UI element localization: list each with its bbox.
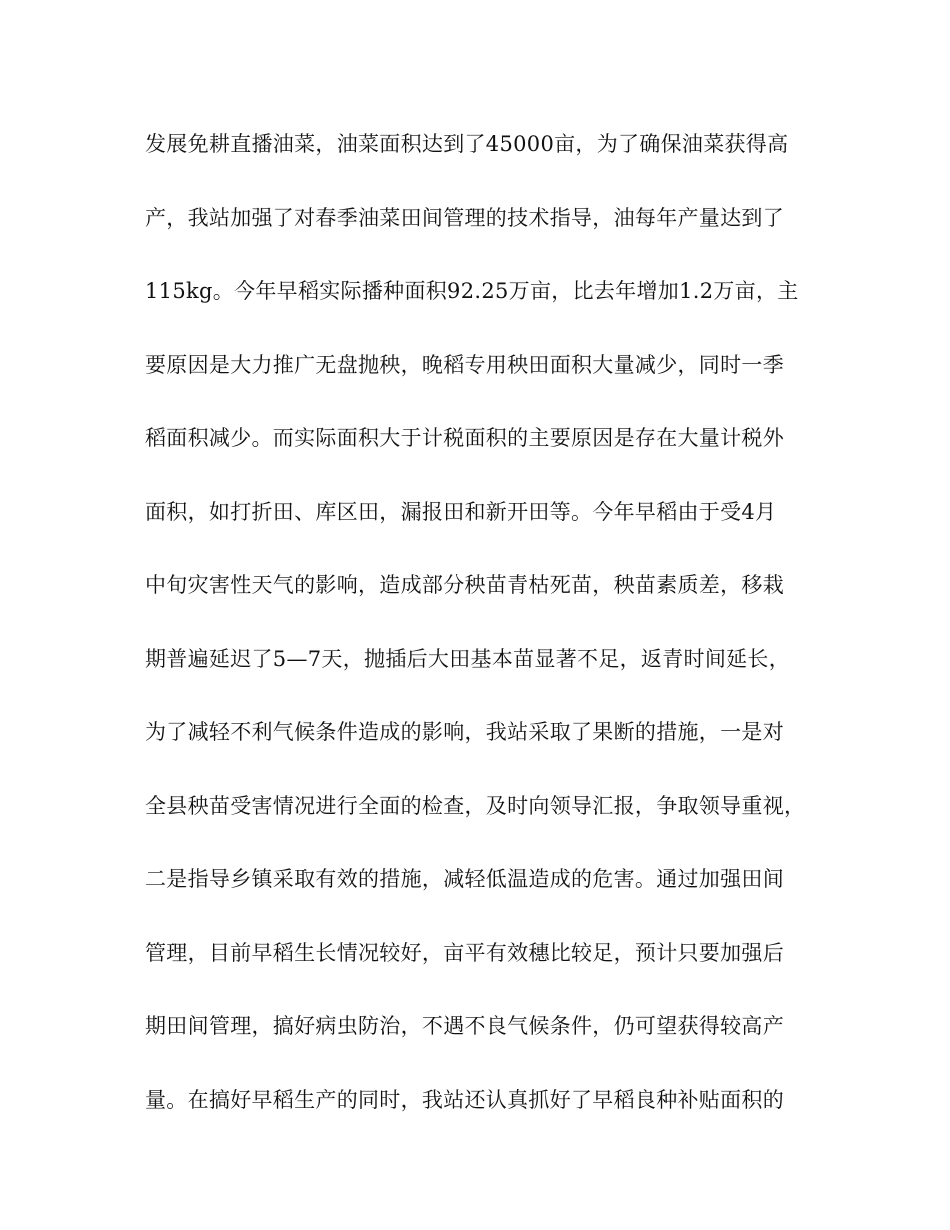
text-line: 发展免耕直播油菜，油菜面积达到了45000亩，为了确保油菜获得高 [145,132,789,156]
text-line: 量。在搞好早稻生产的同时，我站还认真抓好了早稻良种补贴面积的 [145,1087,784,1112]
text-line: 中旬灾害性天气的影响，造成部分秧苗青枯死苗，秧苗素质差，移栽 [145,573,784,597]
text-line: 期普遍延迟了5—7天，抛插后大田基本苗显著不足，返青时间延长， [145,646,791,671]
text-line: 为了减轻不利气候条件造成的影响，我站采取了果断的措施，一是对 [145,720,784,744]
text-line: 期田间管理，搞好病虫防治，不遇不良气候条件，仍可望获得较高产 [145,1014,784,1038]
text-line: 稻面积减少。而实际面积大于计税面积的主要原因是存在大量计税外 [145,426,784,450]
text-line: 管理，目前早稻生长情况较好，亩平有效穗比较足，预计只要加强后 [145,940,784,965]
body-paragraph [145,120,810,1149]
text-line: 115kg。今年早稻实际播种面积92.25万亩，比去年增加1.2万亩，主 [145,279,799,303]
text-line: 要原因是大力推广无盘抛秧，晚稻专用秧田面积大量减少，同时一季 [145,352,784,377]
text-line: 产，我站加强了对春季油菜田间管理的技术指导，油每年产量达到了 [145,205,784,230]
text-line: 面积，如打折田、库区田，漏报田和新开田等。今年早稻由于受4月 [145,499,777,524]
text-line: 二是指导乡镇采取有效的措施，减轻低温造成的危害。通过加强田间 [145,867,784,891]
text-line: 全县秧苗受害情况进行全面的检查，及时向领导汇报，争取领导重视， [145,793,806,818]
